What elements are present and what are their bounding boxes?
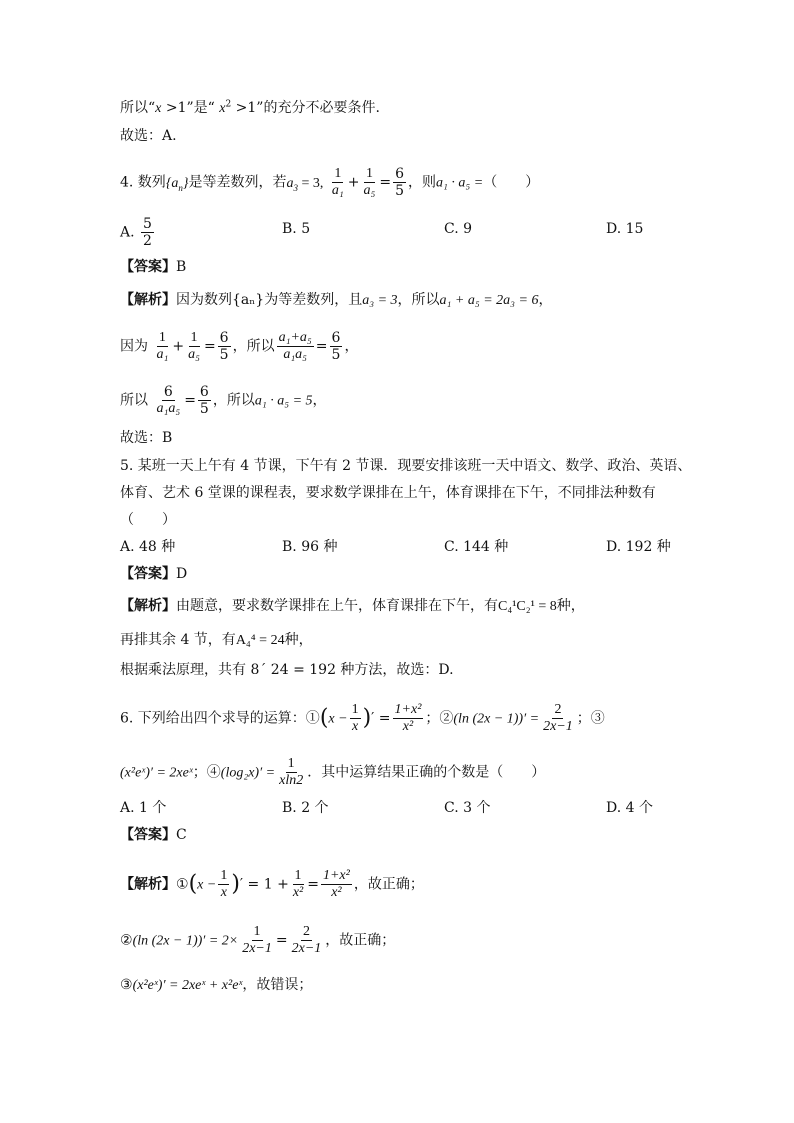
math: =: [184, 392, 196, 409]
text: ；②: [425, 710, 454, 727]
math-sub: n: [178, 182, 183, 193]
numerator: 1: [351, 702, 359, 717]
math: a₃ = 3: [362, 293, 398, 308]
numerator: 6: [199, 384, 209, 400]
fraction: [240, 924, 274, 957]
text: 是等差数列，若: [188, 174, 287, 191]
fraction: [541, 702, 575, 735]
question-6-stem: [120, 702, 605, 735]
paren: (: [319, 705, 329, 731]
text: ，则: [408, 174, 437, 191]
text: ③: [120, 977, 133, 993]
option-a: [120, 216, 156, 249]
numerator: 1: [158, 330, 166, 345]
numerator: 6: [331, 330, 341, 346]
denominator: 5: [331, 347, 341, 363]
text-line: [120, 98, 380, 119]
denominator: a₁: [156, 347, 169, 362]
numerator: 1+x²: [394, 702, 422, 717]
math: (ln (2x − 1))′ = 2×: [132, 933, 239, 949]
math: a₁ · a₅ =: [436, 175, 484, 191]
math: A₄⁴ = 24: [235, 633, 285, 648]
text: ，所以: [397, 292, 440, 308]
paren: ): [231, 871, 240, 897]
fraction: [291, 868, 305, 901]
question-6-stem: [120, 756, 545, 789]
math: =: [275, 932, 288, 949]
answer-line: [120, 825, 187, 845]
denominator: x²: [331, 885, 342, 900]
text: ②: [120, 932, 133, 949]
option-d: D. 192 种: [606, 539, 671, 555]
option-a: A. 1 个: [120, 800, 167, 816]
text: 再排其余 4 节，有: [120, 632, 236, 648]
answer-value: D: [176, 566, 188, 582]
math: a₁ · a₅ = 5: [254, 393, 313, 409]
math: ′ =: [371, 710, 391, 727]
math: a₁ + a₅ = 2a₃ = 6: [439, 293, 539, 308]
fraction: [330, 330, 343, 363]
answer-line: [120, 564, 187, 584]
numerator: 1: [294, 868, 302, 883]
paren: ): [362, 705, 372, 731]
numerator: 1: [365, 166, 373, 181]
question-5-stem: （ ）: [120, 512, 176, 528]
math: C₄¹C₂¹ = 8: [498, 599, 557, 614]
option-c: C. 3 个: [444, 800, 491, 816]
math-sub: 3: [293, 182, 299, 193]
denominator: x: [220, 885, 227, 900]
text: ，: [312, 392, 327, 409]
denominator: x: [351, 719, 359, 734]
math: [166, 176, 189, 191]
math: +: [172, 338, 185, 355]
numerator: 2: [554, 702, 562, 717]
math-var: x: [219, 101, 226, 116]
math: x −: [328, 711, 348, 727]
denominator: a₅: [188, 347, 200, 362]
option-b: B. 96 种: [282, 539, 338, 555]
math-exp: 2: [225, 99, 232, 110]
numerator: 6: [163, 384, 173, 400]
math: x −: [197, 877, 217, 893]
denominator: x²: [292, 885, 304, 900]
numerator: 5: [143, 216, 152, 232]
denominator: a₅: [363, 183, 376, 198]
answer-tag: 【答案】: [120, 827, 176, 843]
text: ，: [344, 338, 359, 355]
denominator: 2x−1: [543, 719, 573, 734]
option-d: D. 4 个: [606, 800, 653, 816]
numerator: 6: [395, 166, 405, 182]
fraction: [154, 330, 170, 363]
option-b: B. 2 个: [282, 800, 329, 816]
math: a: [286, 175, 294, 191]
numerator: 1: [287, 756, 295, 771]
option-a: A. 48 种: [120, 539, 176, 555]
fraction: [186, 330, 202, 363]
explanation-line: [120, 330, 358, 363]
math: =: [203, 338, 216, 355]
fraction: [393, 702, 424, 735]
option-label: A.: [120, 224, 135, 241]
question-4-stem: [120, 166, 539, 199]
numerator: a₁+a₅: [278, 330, 312, 345]
fraction: [362, 166, 378, 199]
math: +: [347, 174, 360, 191]
denominator: 2: [143, 233, 152, 249]
explanation-line: [120, 868, 424, 901]
numerator: 2: [302, 924, 310, 939]
math-var: x: [155, 101, 162, 116]
explanation-line: [120, 384, 327, 417]
math: = 3,: [298, 175, 324, 191]
explanation-tag: 【解析】: [120, 876, 176, 893]
math: =: [315, 338, 328, 355]
explanation-line: [120, 596, 585, 617]
text: 所以“: [120, 100, 156, 116]
fraction: [141, 216, 154, 249]
math: (ln (2x − 1))′ =: [453, 711, 540, 727]
text: ①: [176, 876, 189, 893]
numerator: 1: [190, 330, 198, 345]
text: ；③: [576, 710, 605, 727]
math: {a: [165, 175, 179, 191]
fraction: [393, 166, 406, 199]
text: 所以: [120, 392, 148, 409]
option-c: C. 144 种: [444, 539, 509, 555]
denominator: xln2: [279, 773, 304, 788]
answer-value: B: [176, 259, 187, 275]
text: 因为: [120, 338, 148, 355]
fraction: [218, 330, 231, 363]
text-line: 故选：B: [120, 430, 173, 446]
text: ．其中运算结果正确的个数是（ ）: [307, 764, 546, 781]
explanation-tag: 【解析】: [120, 598, 176, 614]
text: >1”的充分不必要条件.: [231, 100, 380, 116]
answer-value: C: [176, 827, 187, 843]
option-c: C. 9: [444, 221, 473, 237]
text: 故选：A.: [120, 128, 177, 144]
fraction: [218, 868, 229, 901]
math: }: [182, 175, 189, 191]
fraction: [290, 924, 324, 957]
fraction: [350, 702, 361, 735]
explanation-line: [120, 924, 395, 957]
explanation-line: [120, 975, 312, 996]
math: (log₂x)′ =: [220, 765, 276, 781]
denominator: a₁a₅: [156, 401, 181, 416]
answer-tag: 【答案】: [120, 259, 176, 275]
numerator: 1: [220, 868, 228, 883]
numerator: 1: [253, 924, 261, 939]
text-line: [120, 126, 177, 146]
option-b: B. 5: [282, 221, 311, 237]
numerator: 6: [219, 330, 229, 346]
denominator: a₁a₅: [283, 347, 308, 362]
denominator: 5: [219, 347, 229, 363]
fraction: [330, 166, 346, 199]
text: ，故错误；: [242, 977, 313, 993]
text: ；④: [192, 764, 221, 781]
paren: (: [188, 871, 198, 897]
denominator: a₁: [331, 183, 344, 198]
explanation-tag: 【解析】: [120, 292, 176, 308]
fraction: [277, 756, 305, 789]
denominator: 5: [395, 183, 405, 199]
text: ，所以: [212, 392, 255, 409]
numerator: 1+x²: [322, 868, 350, 883]
math: =: [307, 876, 319, 893]
fraction: [198, 384, 211, 417]
text: ，故正确；: [353, 876, 424, 893]
math: (x²eˣ)′ = 2xeˣ + x²eˣ: [132, 978, 243, 993]
math: (x²eˣ)′ = 2xeˣ: [120, 765, 193, 781]
text: ，所以: [232, 338, 275, 355]
fraction: [277, 330, 314, 363]
denominator: 5: [199, 401, 209, 417]
text: 6. 下列给出四个求导的运算：①: [120, 710, 320, 727]
math: ′ = 1 +: [239, 876, 289, 893]
fraction: [154, 384, 182, 417]
text: 因为数列{aₙ}为等差数列，且: [176, 292, 363, 308]
explanation-line: [120, 630, 313, 651]
text: >1”是“: [161, 100, 220, 116]
text: ，: [538, 292, 553, 308]
fraction: [321, 868, 352, 901]
answer-tag: 【答案】: [120, 566, 176, 582]
math: [287, 176, 324, 191]
denominator: x²: [402, 719, 414, 734]
denominator: 2x−1: [291, 941, 322, 956]
text: 种，: [284, 632, 313, 648]
numerator: 1: [334, 166, 342, 181]
text: 由题意，要求数学课排在上午，体育课排在下午，有: [176, 598, 498, 614]
text: ，故正确；: [325, 932, 396, 949]
text: 种，: [556, 598, 585, 614]
text: （ ）: [483, 174, 540, 191]
question-5-stem: 体育、艺术 6 堂课的课程表，要求数学课排在上午，体育课排在下午，不同排法种数有: [120, 485, 656, 501]
text: 4. 数列: [120, 174, 166, 191]
explanation-line: 根据乘法原理，共有 8´ 24 = 192 种方法，故选：D.: [120, 662, 454, 678]
question-5-stem: 5. 某班一天上午有 4 节课，下午有 2 节课．现要安排该班一天中语文、数学、政治、英语、: [120, 458, 692, 474]
denominator: 2x−1: [242, 941, 272, 956]
option-d: D. 15: [606, 221, 644, 237]
answer-line: [120, 257, 186, 277]
explanation-line: [120, 290, 553, 311]
math: =: [379, 174, 392, 191]
